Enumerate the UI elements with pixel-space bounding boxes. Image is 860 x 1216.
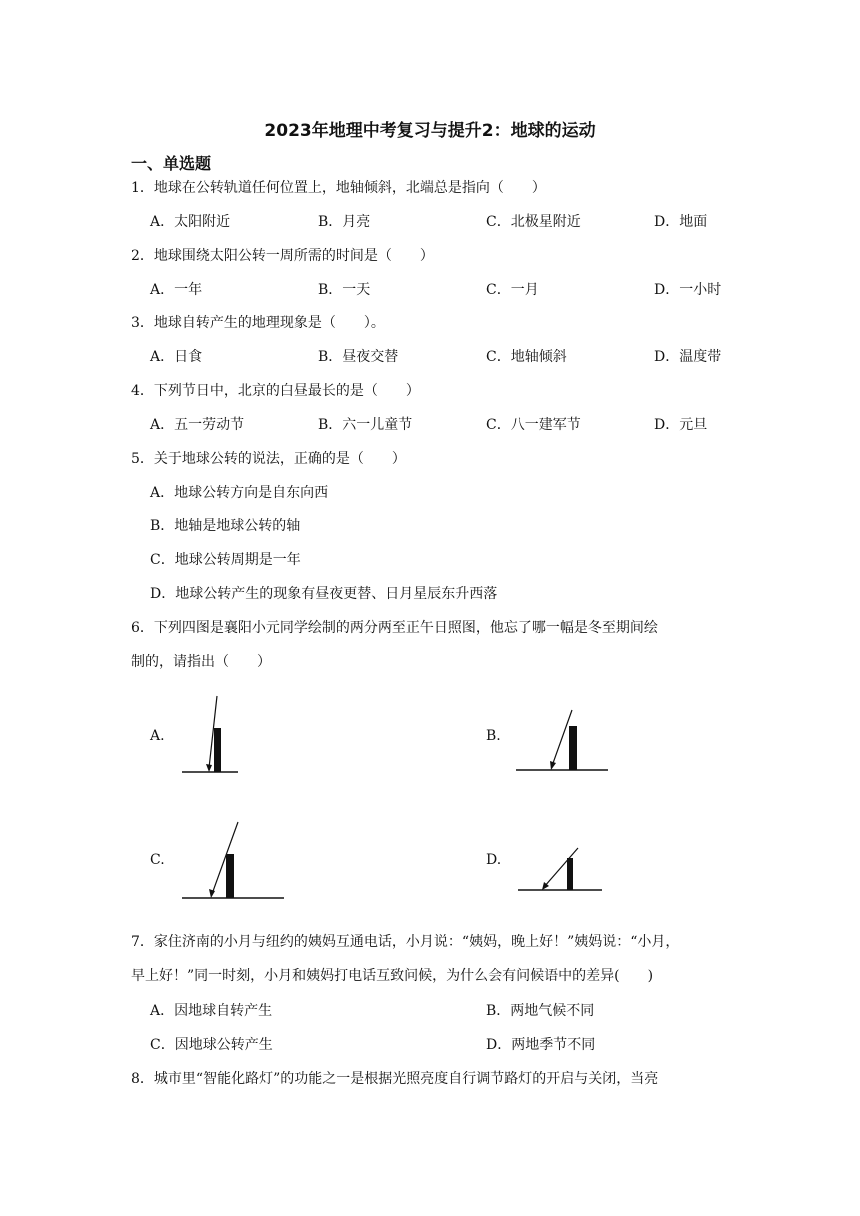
question-6-option-a[interactable]: A. [150, 728, 165, 744]
question-7-option-a[interactable]: A．因地球自转产生 [150, 1003, 273, 1019]
question-3-option-c[interactable]: C．地轴倾斜 [486, 349, 567, 365]
question-5-option-d[interactable]: D．地球公转产生的现象有昼夜更替、日月星辰东升西落 [150, 586, 498, 602]
question-4-stem: 4．下列节日中，北京的白昼最长的是（ ） [131, 383, 420, 399]
question-2-option-a[interactable]: A．一年 [150, 282, 203, 298]
question-4-option-b[interactable]: B．六一儿童节 [318, 417, 413, 433]
question-6-option-d[interactable]: D. [486, 852, 502, 868]
question-3-option-b[interactable]: B．昼夜交替 [318, 349, 399, 365]
question-4-option-c[interactable]: C．八一建军节 [486, 417, 581, 433]
question-8-stem: 8．城市里“智能化路灯”的功能之一是根据光照亮度自行调节路灯的开启与关闭，当亮 [131, 1071, 659, 1087]
question-1-stem: 1．地球在公转轨道任何位置上，地轴倾斜，北端总是指向（ ） [131, 180, 546, 196]
question-3-option-d[interactable]: D．温度带 [654, 349, 722, 365]
question-2-option-d[interactable]: D．一小时 [654, 282, 722, 298]
figure-a-noon-shadow [180, 688, 240, 774]
figure-b-noon-shadow [512, 690, 612, 774]
question-7-stem-line-1: 7．家住济南的小月与纽约的姨妈互通电话，小月说：“姨妈，晚上好！”姨妈说：“小月， [131, 934, 680, 950]
question-5-option-c[interactable]: C．地球公转周期是一年 [150, 552, 301, 568]
question-7-stem-line-2: 早上好！”同一时刻，小月和姨妈打电话互致问候，为什么会有问候语中的差异( ) [131, 968, 654, 984]
question-1-option-d[interactable]: D．地面 [654, 214, 708, 230]
question-7-option-d[interactable]: D．两地季节不同 [486, 1037, 596, 1053]
question-2-option-c[interactable]: C．一月 [486, 282, 539, 298]
question-5-stem: 5．关于地球公转的说法，正确的是（ ） [131, 451, 406, 467]
question-5-option-b[interactable]: B．地轴是地球公转的轴 [150, 518, 301, 534]
question-2-option-b[interactable]: B．一天 [318, 282, 371, 298]
question-4-option-a[interactable]: A．五一劳动节 [150, 417, 245, 433]
page-title: 2023年地理中考复习与提升2：地球的运动 [264, 121, 596, 141]
question-1-option-b[interactable]: B．月亮 [318, 214, 371, 230]
question-1-option-c[interactable]: C．北极星附近 [486, 214, 581, 230]
question-1-option-a[interactable]: A．太阳附近 [150, 214, 231, 230]
question-7-option-b[interactable]: B．两地气候不同 [486, 1003, 595, 1019]
question-3-stem: 3．地球自转产生的地理现象是（ ）。 [131, 315, 385, 331]
question-6-stem-line-1: 6．下列四图是襄阳小元同学绘制的两分两至正午日照图，他忘了哪一幅是冬至期间绘 [131, 620, 658, 636]
section-heading: 一、单选题 [131, 154, 212, 173]
question-4-option-d[interactable]: D．元旦 [654, 417, 708, 433]
question-7-option-c[interactable]: C．因地球公转产生 [150, 1037, 273, 1053]
question-6-option-b[interactable]: B. [486, 728, 501, 744]
question-2-stem: 2．地球围绕太阳公转一周所需的时间是（ ） [131, 248, 434, 264]
figure-d-noon-shadow [514, 818, 606, 894]
question-5-option-a[interactable]: A．地球公转方向是自东向西 [150, 485, 329, 501]
figure-c-noon-shadow [178, 806, 288, 906]
question-6-option-c[interactable]: C. [150, 852, 165, 868]
question-6-stem-line-2: 制的，请指出（ ） [131, 654, 271, 670]
question-3-option-a[interactable]: A．日食 [150, 349, 203, 365]
